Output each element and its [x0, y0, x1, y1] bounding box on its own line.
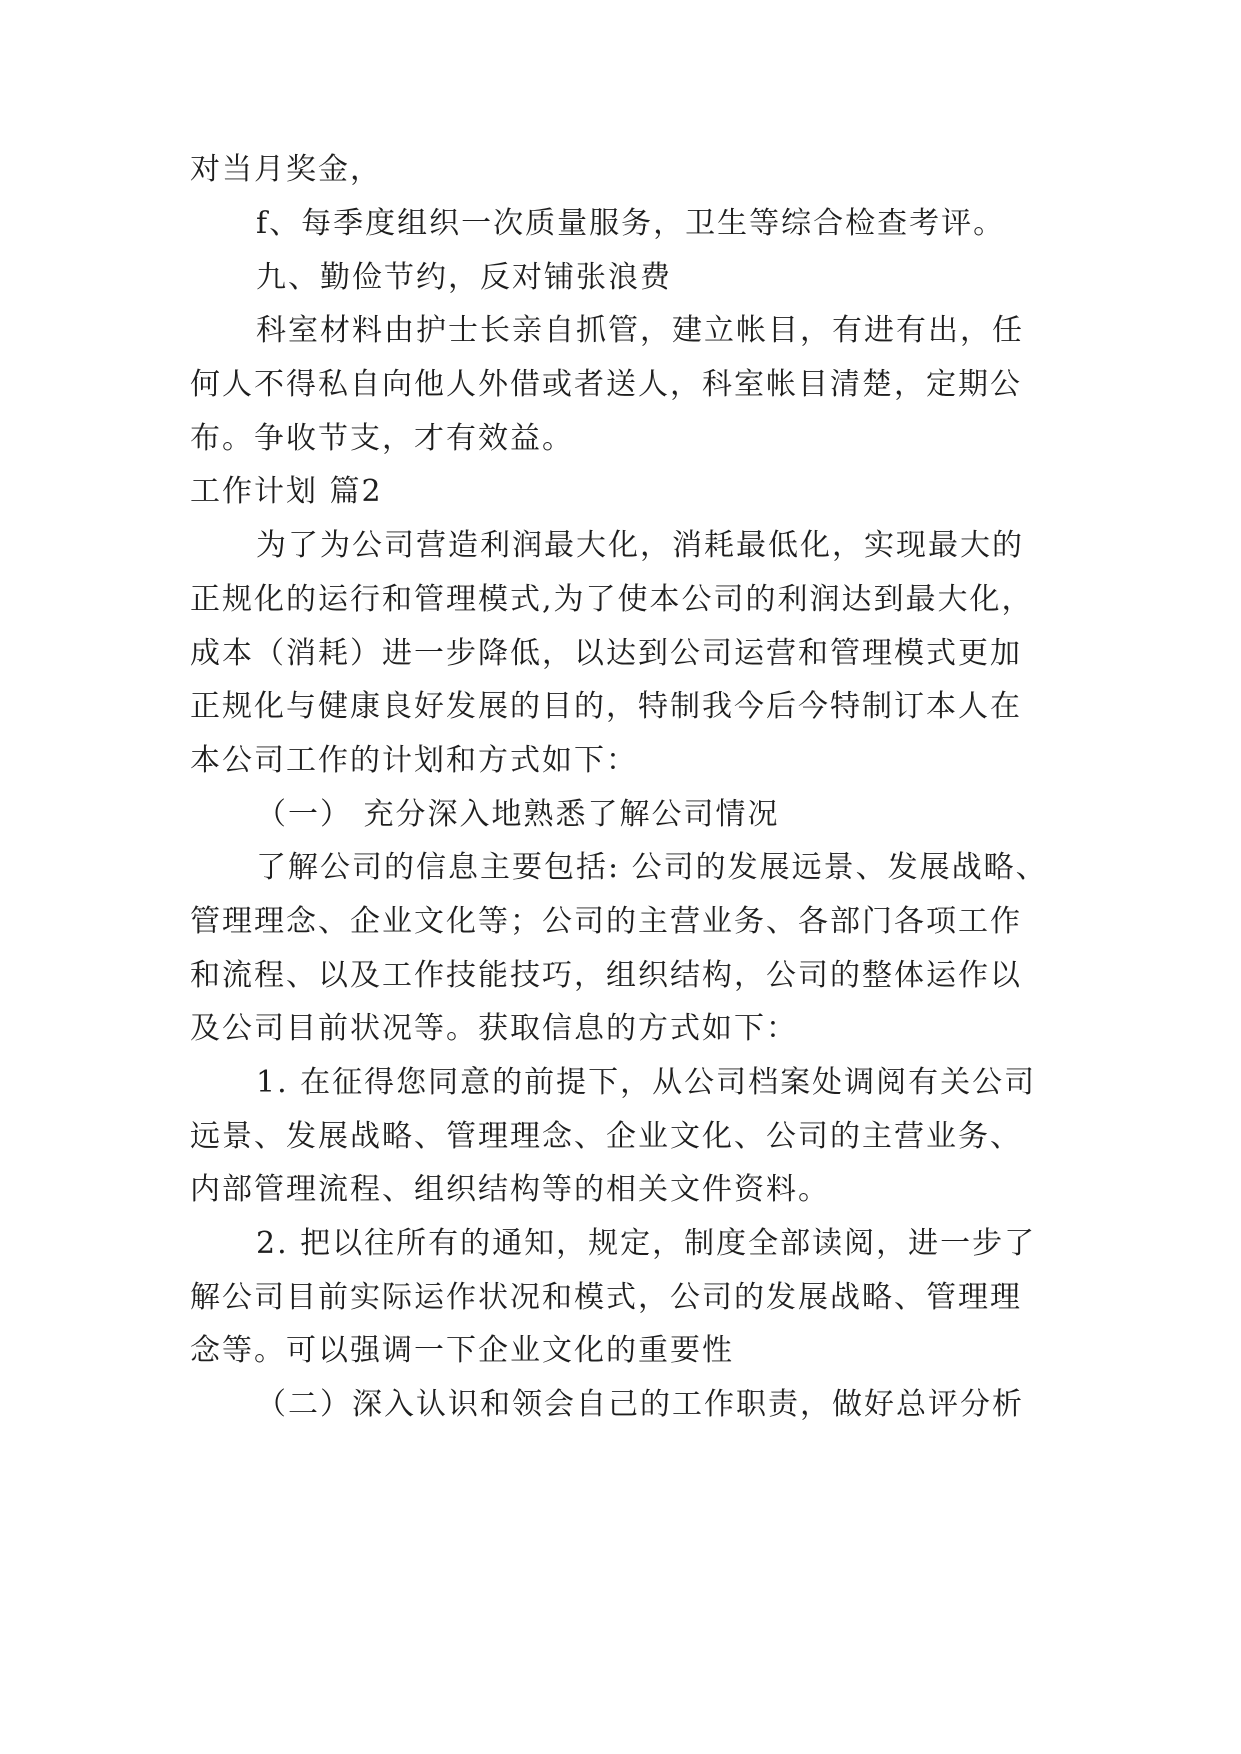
text-line: 为了为公司营造利润最大化，消耗最低化，实现最大的: [256, 528, 1024, 563]
text-line: 科室材料由护士长亲自抓管，建立帐目，有进有出，任: [256, 313, 1024, 348]
text-line: 解公司目前实际运作状况和模式，公司的发展战略、管理理: [190, 1280, 1022, 1315]
text-line: 了解公司的信息主要包括: 公司的发展远景、发展战略、: [256, 850, 1048, 885]
text-line: 成本（消耗）进一步降低，以达到公司运营和管理模式更加: [190, 636, 1022, 671]
section-heading: （一） 充分深入地熟悉了解公司情况: [256, 797, 780, 832]
list-item: 2. 把以往所有的通知，规定，制度全部读阅，进一步了: [256, 1226, 1037, 1261]
text-line: f、每季度组织一次质量服务，卫生等综合检查考评。: [256, 206, 1006, 241]
text-line: 内部管理流程、组织结构等的相关文件资料。: [190, 1172, 830, 1207]
list-item: 1. 在征得您同意的前提下，从公司档案处调阅有关公司: [256, 1065, 1037, 1100]
article-heading: 工作计划 篇2: [190, 474, 383, 509]
text-line: 何人不得私自向他人外借或者送人，科室帐目清楚，定期公: [190, 367, 1022, 402]
section-heading: 九、勤俭节约，反对铺张浪费: [256, 260, 672, 295]
text-line: 念等。可以强调一下企业文化的重要性: [190, 1333, 734, 1368]
text-line: 及公司目前状况等。获取信息的方式如下：: [190, 1011, 798, 1046]
text-line: 正规化的运行和管理模式,为了使本公司的利润达到最大化，: [190, 582, 1034, 617]
text-line: 远景、发展战略、管理理念、企业文化、公司的主营业务、: [190, 1119, 1022, 1154]
text-line: 本公司工作的计划和方式如下：: [190, 743, 638, 778]
text-line: 布。争收节支，才有效益。: [190, 421, 574, 456]
section-heading: （二）深入认识和领会自己的工作职责，做好总评分析: [256, 1387, 1024, 1422]
text-line: 和流程、以及工作技能技巧，组织结构，公司的整体运作以: [190, 958, 1022, 993]
text-line: 管理理念、企业文化等；公司的主营业务、各部门各项工作: [190, 904, 1022, 939]
text-line: 对当月奖金，: [190, 152, 382, 187]
text-line: 正规化与健康良好发展的目的，特制我今后今特制订本人在: [190, 689, 1022, 724]
